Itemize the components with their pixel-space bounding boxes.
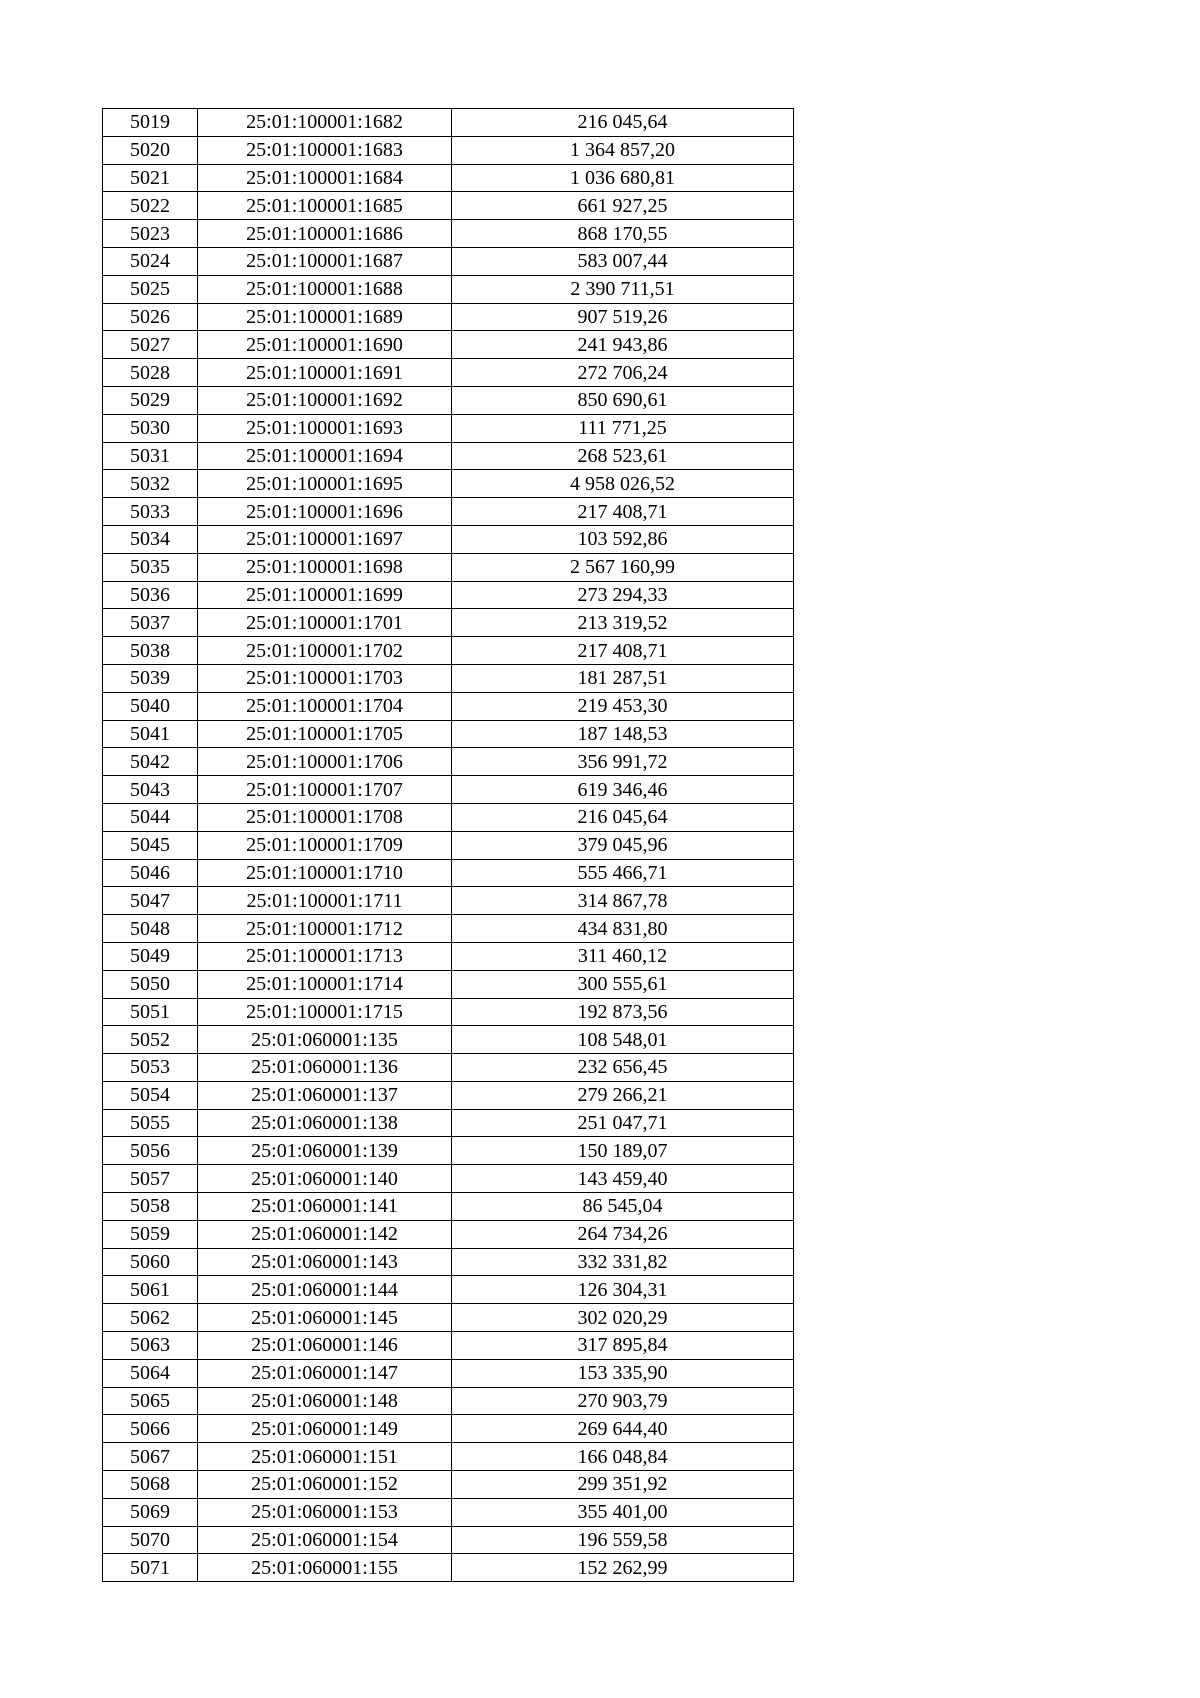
row-number-cell: 5065 (103, 1387, 198, 1415)
row-number-cell: 5061 (103, 1276, 198, 1304)
cadastral-number-cell: 25:01:060001:143 (198, 1248, 452, 1276)
cadastral-value-cell: 166 048,84 (452, 1443, 794, 1471)
cadastral-number-cell: 25:01:100001:1696 (198, 498, 452, 526)
row-number-cell: 5022 (103, 192, 198, 220)
cadastral-number-cell: 25:01:100001:1707 (198, 776, 452, 804)
table-row (103, 414, 794, 442)
cadastral-value-cell: 108 548,01 (452, 1026, 794, 1054)
row-number-cell: 5038 (103, 637, 198, 665)
cadastral-number-cell: 25:01:100001:1699 (198, 581, 452, 609)
table-row (103, 386, 794, 414)
table-row (103, 359, 794, 387)
cadastral-value-cell: 434 831,80 (452, 915, 794, 943)
cadastral-value-cell: 217 408,71 (452, 637, 794, 665)
cadastral-number-cell: 25:01:060001:155 (198, 1554, 452, 1582)
cadastral-value-cell: 219 453,30 (452, 692, 794, 720)
table-row (103, 164, 794, 192)
cadastral-number-cell: 25:01:060001:142 (198, 1220, 452, 1248)
table-row (103, 331, 794, 359)
table-row (103, 220, 794, 248)
table-row (103, 303, 794, 331)
row-number-cell: 5058 (103, 1193, 198, 1221)
table-row (103, 609, 794, 637)
table-row (103, 1415, 794, 1443)
cadastral-number-cell: 25:01:100001:1687 (198, 247, 452, 275)
table-row (103, 1526, 794, 1554)
cadastral-value-cell: 269 644,40 (452, 1415, 794, 1443)
cadastral-value-cell: 850 690,61 (452, 386, 794, 414)
cadastral-value-cell: 196 559,58 (452, 1526, 794, 1554)
cadastral-number-cell: 25:01:100001:1697 (198, 525, 452, 553)
cadastral-value-cell: 661 927,25 (452, 192, 794, 220)
table-row (103, 664, 794, 692)
table-row (103, 1026, 794, 1054)
cadastral-value-cell: 192 873,56 (452, 998, 794, 1026)
table-row (103, 998, 794, 1026)
cadastral-value-cell: 187 148,53 (452, 720, 794, 748)
cadastral-number-cell: 25:01:100001:1690 (198, 331, 452, 359)
cadastral-value-cell: 217 408,71 (452, 498, 794, 526)
row-number-cell: 5032 (103, 470, 198, 498)
cadastral-number-cell: 25:01:060001:136 (198, 1054, 452, 1082)
cadastral-number-cell: 25:01:100001:1683 (198, 136, 452, 164)
cadastral-number-cell: 25:01:100001:1694 (198, 442, 452, 470)
row-number-cell: 5055 (103, 1109, 198, 1137)
cadastral-number-cell: 25:01:060001:146 (198, 1332, 452, 1360)
table-row (103, 498, 794, 526)
row-number-cell: 5053 (103, 1054, 198, 1082)
cadastral-number-cell: 25:01:100001:1711 (198, 887, 452, 915)
cadastral-value-cell: 302 020,29 (452, 1304, 794, 1332)
row-number-cell: 5048 (103, 915, 198, 943)
cadastral-number-cell: 25:01:060001:154 (198, 1526, 452, 1554)
cadastral-value-cell: 279 266,21 (452, 1081, 794, 1109)
cadastral-number-cell: 25:01:100001:1701 (198, 609, 452, 637)
cadastral-number-cell: 25:01:060001:145 (198, 1304, 452, 1332)
cadastral-value-cell: 86 545,04 (452, 1193, 794, 1221)
table-row (103, 637, 794, 665)
cadastral-value-cell: 379 045,96 (452, 831, 794, 859)
table-row (103, 1054, 794, 1082)
row-number-cell: 5068 (103, 1471, 198, 1499)
cadastral-number-cell: 25:01:100001:1713 (198, 942, 452, 970)
cadastral-value-cell: 311 460,12 (452, 942, 794, 970)
cadastral-value-cell: 273 294,33 (452, 581, 794, 609)
cadastral-value-cell: 126 304,31 (452, 1276, 794, 1304)
table-row (103, 1109, 794, 1137)
cadastral-number-cell: 25:01:060001:148 (198, 1387, 452, 1415)
table-row (103, 525, 794, 553)
row-number-cell: 5059 (103, 1220, 198, 1248)
cadastral-value-cell: 213 319,52 (452, 609, 794, 637)
cadastral-number-cell: 25:01:100001:1702 (198, 637, 452, 665)
row-number-cell: 5071 (103, 1554, 198, 1582)
cadastral-number-cell: 25:01:100001:1693 (198, 414, 452, 442)
cadastral-number-cell: 25:01:060001:139 (198, 1137, 452, 1165)
row-number-cell: 5031 (103, 442, 198, 470)
cadastral-number-cell: 25:01:060001:135 (198, 1026, 452, 1054)
cadastral-number-cell: 25:01:100001:1692 (198, 386, 452, 414)
cadastral-value-cell: 111 771,25 (452, 414, 794, 442)
table-row (103, 136, 794, 164)
cadastral-number-cell: 25:01:060001:137 (198, 1081, 452, 1109)
cadastral-number-cell: 25:01:100001:1715 (198, 998, 452, 1026)
cadastral-value-cell: 300 555,61 (452, 970, 794, 998)
cadastral-number-cell: 25:01:100001:1706 (198, 748, 452, 776)
row-number-cell: 5043 (103, 776, 198, 804)
row-number-cell: 5033 (103, 498, 198, 526)
cadastral-value-cell: 619 346,46 (452, 776, 794, 804)
table-row (103, 1276, 794, 1304)
cadastral-value-cell: 907 519,26 (452, 303, 794, 331)
row-number-cell: 5040 (103, 692, 198, 720)
cadastral-value-cell: 181 287,51 (452, 664, 794, 692)
row-number-cell: 5024 (103, 247, 198, 275)
table-row (103, 915, 794, 943)
cadastral-number-cell: 25:01:060001:153 (198, 1498, 452, 1526)
table-row (103, 247, 794, 275)
row-number-cell: 5039 (103, 664, 198, 692)
row-number-cell: 5070 (103, 1526, 198, 1554)
row-number-cell: 5051 (103, 998, 198, 1026)
row-number-cell: 5028 (103, 359, 198, 387)
row-number-cell: 5064 (103, 1359, 198, 1387)
row-number-cell: 5063 (103, 1332, 198, 1360)
table-row (103, 776, 794, 804)
cadastral-number-cell: 25:01:100001:1684 (198, 164, 452, 192)
table-row (103, 275, 794, 303)
table-row (103, 1498, 794, 1526)
table-row (103, 803, 794, 831)
table-row (103, 581, 794, 609)
table-row (103, 1137, 794, 1165)
table-row (103, 553, 794, 581)
cadastral-number-cell: 25:01:100001:1703 (198, 664, 452, 692)
row-number-cell: 5020 (103, 136, 198, 164)
cadastral-value-cell: 268 523,61 (452, 442, 794, 470)
cadastral-value-cell: 264 734,26 (452, 1220, 794, 1248)
cadastral-number-cell: 25:01:100001:1688 (198, 275, 452, 303)
table-row (103, 1387, 794, 1415)
row-number-cell: 5034 (103, 525, 198, 553)
table-row (103, 1304, 794, 1332)
cadastral-value-cell: 272 706,24 (452, 359, 794, 387)
row-number-cell: 5029 (103, 386, 198, 414)
row-number-cell: 5044 (103, 803, 198, 831)
row-number-cell: 5057 (103, 1165, 198, 1193)
table-row (103, 692, 794, 720)
cadastral-value-cell: 299 351,92 (452, 1471, 794, 1499)
cadastral-value-cell: 332 331,82 (452, 1248, 794, 1276)
cadastral-value-cell: 270 903,79 (452, 1387, 794, 1415)
row-number-cell: 5042 (103, 748, 198, 776)
cadastral-number-cell: 25:01:100001:1695 (198, 470, 452, 498)
row-number-cell: 5026 (103, 303, 198, 331)
table-row (103, 942, 794, 970)
cadastral-value-cell: 1 036 680,81 (452, 164, 794, 192)
cadastral-value-cell: 153 335,90 (452, 1359, 794, 1387)
cadastral-number-cell: 25:01:100001:1686 (198, 220, 452, 248)
row-number-cell: 5025 (103, 275, 198, 303)
cadastral-value-cell: 356 991,72 (452, 748, 794, 776)
cadastral-value-cell: 2 567 160,99 (452, 553, 794, 581)
row-number-cell: 5027 (103, 331, 198, 359)
cadastral-number-cell: 25:01:100001:1685 (198, 192, 452, 220)
row-number-cell: 5049 (103, 942, 198, 970)
table-row (103, 109, 794, 137)
cadastral-value-cell: 232 656,45 (452, 1054, 794, 1082)
row-number-cell: 5054 (103, 1081, 198, 1109)
table-row (103, 1471, 794, 1499)
table-row (103, 1081, 794, 1109)
row-number-cell: 5056 (103, 1137, 198, 1165)
table-row (103, 970, 794, 998)
cadastral-value-cell: 868 170,55 (452, 220, 794, 248)
cadastral-number-cell: 25:01:100001:1709 (198, 831, 452, 859)
table-body (103, 109, 794, 1582)
cadastral-number-cell: 25:01:100001:1704 (198, 692, 452, 720)
cadastral-number-cell: 25:01:100001:1708 (198, 803, 452, 831)
row-number-cell: 5069 (103, 1498, 198, 1526)
table-row (103, 720, 794, 748)
row-number-cell: 5067 (103, 1443, 198, 1471)
cadastral-number-cell: 25:01:100001:1682 (198, 109, 452, 137)
cadastral-number-cell: 25:01:100001:1705 (198, 720, 452, 748)
cadastral-value-cell: 143 459,40 (452, 1165, 794, 1193)
row-number-cell: 5047 (103, 887, 198, 915)
cadastral-number-cell: 25:01:100001:1689 (198, 303, 452, 331)
cadastral-number-cell: 25:01:100001:1698 (198, 553, 452, 581)
cadastral-value-cell: 583 007,44 (452, 247, 794, 275)
row-number-cell: 5030 (103, 414, 198, 442)
cadastral-number-cell: 25:01:060001:141 (198, 1193, 452, 1221)
table-row (103, 859, 794, 887)
cadastral-value-cell: 555 466,71 (452, 859, 794, 887)
row-number-cell: 5050 (103, 970, 198, 998)
table-row (103, 192, 794, 220)
table-row (103, 748, 794, 776)
cadastral-value-cell: 1 364 857,20 (452, 136, 794, 164)
cadastral-value-cell: 216 045,64 (452, 803, 794, 831)
cadastral-number-cell: 25:01:100001:1691 (198, 359, 452, 387)
row-number-cell: 5037 (103, 609, 198, 637)
cadastral-value-cell: 2 390 711,51 (452, 275, 794, 303)
cadastral-number-cell: 25:01:100001:1714 (198, 970, 452, 998)
row-number-cell: 5021 (103, 164, 198, 192)
cadastral-value-cell: 150 189,07 (452, 1137, 794, 1165)
table-row (103, 442, 794, 470)
row-number-cell: 5041 (103, 720, 198, 748)
cadastral-number-cell: 25:01:060001:140 (198, 1165, 452, 1193)
table-row (103, 831, 794, 859)
table-row (103, 1220, 794, 1248)
row-number-cell: 5023 (103, 220, 198, 248)
row-number-cell: 5036 (103, 581, 198, 609)
row-number-cell: 5035 (103, 553, 198, 581)
table-row (103, 1359, 794, 1387)
cadastral-value-cell: 4 958 026,52 (452, 470, 794, 498)
row-number-cell: 5066 (103, 1415, 198, 1443)
cadastral-value-cell: 216 045,64 (452, 109, 794, 137)
table-row (103, 1165, 794, 1193)
cadastral-value-cell: 152 262,99 (452, 1554, 794, 1582)
table-row (103, 470, 794, 498)
row-number-cell: 5062 (103, 1304, 198, 1332)
table-row (103, 1443, 794, 1471)
row-number-cell: 5060 (103, 1248, 198, 1276)
row-number-cell: 5019 (103, 109, 198, 137)
table-row (103, 1554, 794, 1582)
cadastral-value-table (102, 108, 794, 1582)
cadastral-value-cell: 317 895,84 (452, 1332, 794, 1360)
cadastral-value-cell: 355 401,00 (452, 1498, 794, 1526)
cadastral-number-cell: 25:01:060001:151 (198, 1443, 452, 1471)
cadastral-number-cell: 25:01:100001:1710 (198, 859, 452, 887)
table-row (103, 887, 794, 915)
cadastral-number-cell: 25:01:060001:152 (198, 1471, 452, 1499)
cadastral-value-cell: 251 047,71 (452, 1109, 794, 1137)
cadastral-value-cell: 314 867,78 (452, 887, 794, 915)
cadastral-number-cell: 25:01:060001:138 (198, 1109, 452, 1137)
cadastral-number-cell: 25:01:100001:1712 (198, 915, 452, 943)
table-row (103, 1248, 794, 1276)
cadastral-number-cell: 25:01:060001:149 (198, 1415, 452, 1443)
row-number-cell: 5045 (103, 831, 198, 859)
cadastral-value-cell: 103 592,86 (452, 525, 794, 553)
cadastral-value-cell: 241 943,86 (452, 331, 794, 359)
row-number-cell: 5046 (103, 859, 198, 887)
table-row (103, 1193, 794, 1221)
row-number-cell: 5052 (103, 1026, 198, 1054)
cadastral-number-cell: 25:01:060001:144 (198, 1276, 452, 1304)
table-row (103, 1332, 794, 1360)
cadastral-number-cell: 25:01:060001:147 (198, 1359, 452, 1387)
